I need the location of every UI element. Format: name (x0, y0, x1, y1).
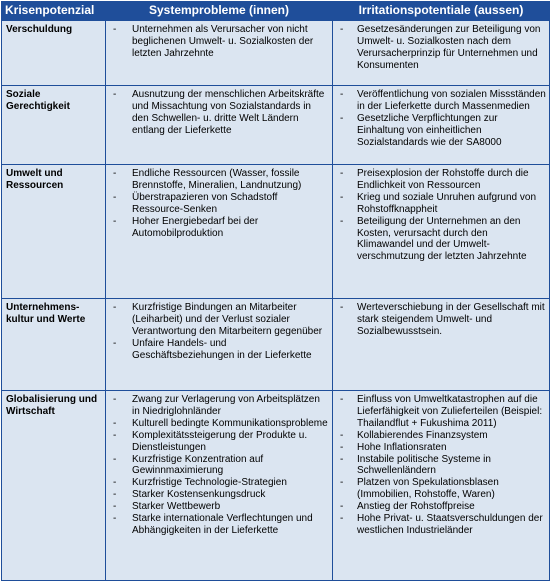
list-item: - Hohe Inflationsraten (336, 442, 546, 454)
table-row-umwelt-ressourcen (2, 165, 550, 299)
list-item: - Komplexitätssteigerung der Produkte u. Dienstleistungen (109, 430, 329, 454)
list-item: - Starke internationale Verflechtungen und Abhängigkeiten in der Lieferkette (109, 513, 329, 537)
list-item: - Anstieg der Rohstoffpreise (336, 501, 546, 513)
category-cell: Globalisierung und Wirtschaft (2, 391, 106, 581)
list-item: - Einfluss von Umweltkatastrophen auf die Lieferfähigkeit von Zulieferteilen (Beispiel: Thailandflut + Fukushima 2011) (336, 394, 546, 430)
list-item: - Endliche Ressourcen (Wasser, fossile Brennstoffe, Mineralien, Landnutzung) (109, 168, 329, 192)
system-problems-cell (106, 21, 333, 86)
list-item: - Kurzfristige Bindungen an Mitarbeiter (Leiharbeit) und der Verlust sozialer Verantwortung den Mitarbeitern gegenüber (109, 302, 329, 338)
system-problems-cell (106, 165, 333, 299)
crisis-potential-table (1, 1, 550, 581)
table-row-globalisierung (2, 391, 550, 581)
irritation-cell (333, 165, 550, 299)
list-item: - Überstrapazieren von Schadstoff Ressource-Senken (109, 192, 329, 216)
list-item: - Kulturell bedingte Kommunikationsprobleme (109, 418, 329, 430)
list-item: - Unfaire Handels- und Geschäftsbeziehungen in der Lieferkette (109, 338, 329, 362)
table-row-unternehmenskultur (2, 299, 550, 391)
irritation-cell (333, 21, 550, 86)
list-item: - Platzen von Spekulationsblasen (Immobilien, Rohstoffe, Waren) (336, 477, 546, 501)
header-crisis-potential: Krisenpotenzial (2, 2, 106, 21)
header-irritation-potentials: Irritationspotentiale (aussen) (333, 2, 550, 21)
irritation-cell (333, 86, 550, 165)
list-item: - Werteverschiebung in der Gesellschaft mit stark steigendem Umwelt- und Sozialbewusstsein. (336, 302, 546, 338)
list-item: - Unternehmen als Verursacher von nicht beglichenen Umwelt- u. Sozialkosten der letzten Jahrzehnte (109, 24, 329, 60)
list-item: - Hohe Privat- u. Staatsverschuldungen der westlichen Industrieländer (336, 513, 546, 537)
category-cell: Soziale Gerechtigkeit (2, 86, 106, 165)
list-item: - Veröffentlichung von sozialen Missständen in der Lieferkette durch Massenmedien (336, 89, 546, 113)
table-row-verschuldung (2, 21, 550, 86)
list-item: - Instabile politische Systeme in Schwellenländern (336, 454, 546, 478)
irritation-cell (333, 299, 550, 391)
list-item: - Kollabierendes Finanzsystem (336, 430, 546, 442)
list-item: - Kurzfristige Konzentration auf Gewinnmaximierung (109, 454, 329, 478)
header-system-problems: Systemprobleme (innen) (106, 2, 333, 21)
list-item: - Zwang zur Verlagerung von Arbeitsplätzen in Niedriglohnländer (109, 394, 329, 418)
system-problems-cell (106, 391, 333, 581)
list-item: - Ausnutzung der menschlichen Arbeitskräfte und Missachtung von Sozialstandards in den Schwellen- u. dritte Welt Ländern entlang der Lieferkette (109, 89, 329, 137)
list-item: - Preisexplosion der Rohstoffe durch die Endlichkeit von Ressourcen (336, 168, 546, 192)
list-item: - Starker Kostensenkungsdruck (109, 489, 329, 501)
table-header-row (2, 2, 550, 21)
list-item: - Krieg und soziale Unruhen aufgrund von Rohstoffknappheit (336, 192, 546, 216)
list-item: - Starker Wettbewerb (109, 501, 329, 513)
list-item: - Hoher Energiebedarf bei der Automobilproduktion (109, 216, 329, 240)
table-row-soziale-gerechtigkeit (2, 86, 550, 165)
irritation-cell (333, 391, 550, 581)
list-item: - Beteiligung der Unternehmen an den Kosten, verursacht durch den Klimawandel und der Umwelt-verschmutzung der letzten Jahrzehnte (336, 216, 546, 264)
category-cell: Unternehmens-kultur und Werte (2, 299, 106, 391)
category-cell: Umwelt und Ressourcen (2, 165, 106, 299)
category-cell: Verschuldung (2, 21, 106, 86)
list-item: - Gesetzesänderungen zur Beteiligung von Umwelt- u. Sozialkosten nach dem Verursacherprinzip für Unternehmen und Konsumenten (336, 24, 546, 72)
system-problems-cell (106, 86, 333, 165)
list-item: - Gesetzliche Verpflichtungen zur Einhaltung von einheitlichen Sozialstandards wie der SA8000 (336, 113, 546, 149)
system-problems-cell (106, 299, 333, 391)
list-item: - Kurzfristige Technologie-Strategien (109, 477, 329, 489)
